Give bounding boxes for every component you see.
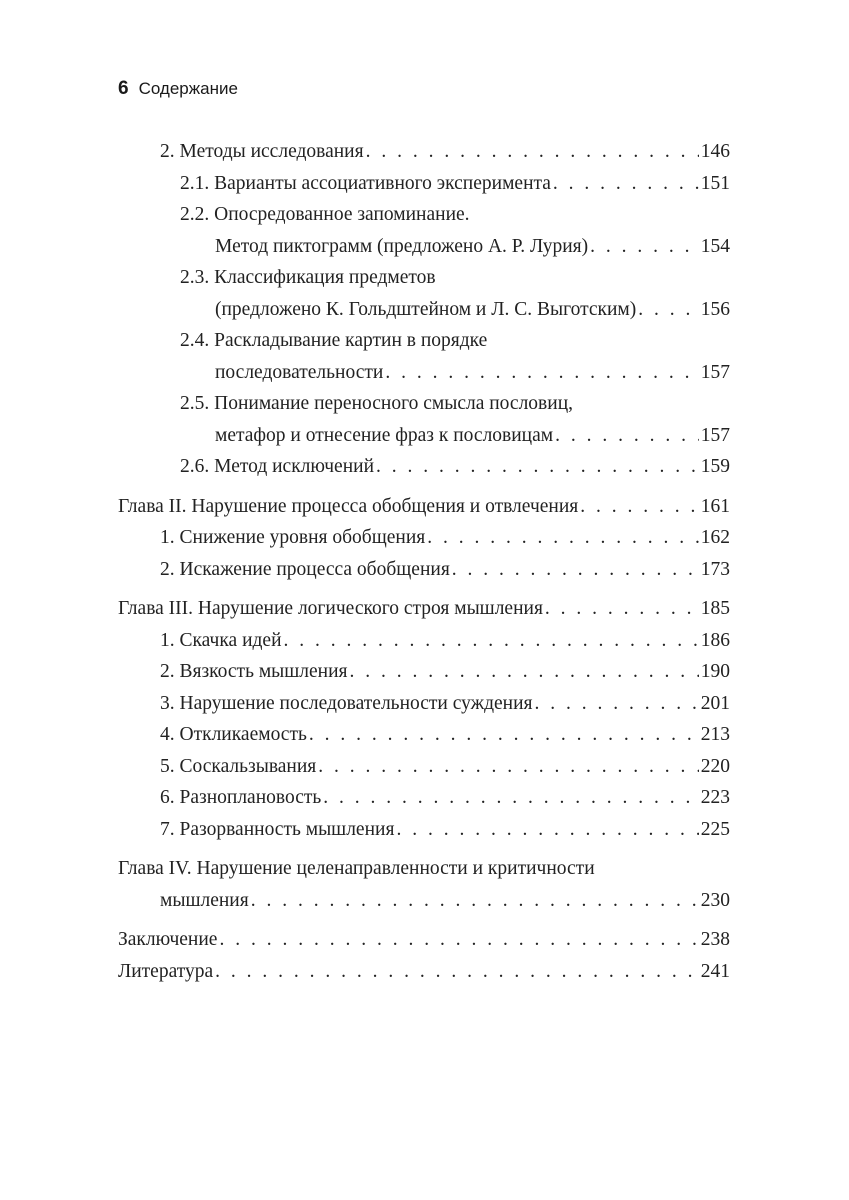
toc-entry-title: Литература <box>118 960 214 982</box>
dot-leader <box>535 688 699 720</box>
section-gap <box>118 585 730 593</box>
toc-entry-line <box>118 451 730 483</box>
toc-entry-line <box>118 719 730 751</box>
toc-entry-continuation <box>118 885 730 917</box>
toc-entry-line <box>118 554 730 586</box>
toc-entry-page: 157 <box>700 424 730 446</box>
toc-entry-line <box>118 593 730 625</box>
toc-entry[interactable] <box>118 593 730 625</box>
toc-entry-title: 2.4. Раскладывание картин в порядке <box>180 330 488 351</box>
toc-entry[interactable] <box>118 262 730 325</box>
toc-entry-title: Метод пиктограмм (предложено А. Р. Лурия) <box>215 235 589 257</box>
toc-entry[interactable] <box>118 814 730 846</box>
toc-entry[interactable] <box>118 522 730 554</box>
toc-entry-line <box>118 199 730 231</box>
dot-leader <box>580 491 698 523</box>
toc-entry[interactable] <box>118 136 730 168</box>
toc-entry-title: Глава III. Нарушение логического строя мышления <box>118 598 543 619</box>
toc-entry-page: 173 <box>700 558 730 580</box>
toc-entry-line <box>118 625 730 657</box>
toc-entry-page: 230 <box>700 889 730 911</box>
toc-entry-page: 151 <box>700 172 730 194</box>
page-number: 6 <box>118 78 129 99</box>
toc-entry-continuation <box>118 420 730 452</box>
toc-entry-page: 154 <box>700 235 730 257</box>
dot-leader <box>284 625 699 657</box>
toc-entry-continuation <box>118 231 730 263</box>
table-of-contents <box>118 136 730 987</box>
toc-entry-line <box>118 325 730 357</box>
toc-entry[interactable] <box>118 719 730 751</box>
toc-entry-title: 1. Скачка идей <box>160 629 282 651</box>
toc-entry-title: 2. Методы исследования <box>160 141 364 162</box>
toc-entry-line <box>118 262 730 294</box>
toc-entry-page: 238 <box>700 929 730 950</box>
toc-entry[interactable] <box>118 688 730 720</box>
toc-entry-continuation <box>118 294 730 326</box>
toc-entry-title: Глава IV. Нарушение целенаправленности и критичности <box>118 858 595 879</box>
toc-entry[interactable] <box>118 751 730 783</box>
toc-entry-title: 3. Нарушение последовательности суждения <box>160 692 533 714</box>
toc-entry-page: 146 <box>700 141 730 162</box>
toc-entry-title: 1. Снижение уровня обобщения <box>160 527 426 548</box>
toc-entry-title: 2. Искажение процесса обобщения <box>160 558 450 580</box>
toc-entry-title: 2.1. Варианты ассоциативного эксперимента <box>180 172 551 194</box>
toc-entry-page: 186 <box>700 629 730 651</box>
dot-leader <box>553 168 699 200</box>
toc-entry-title: 2.3. Классификация предметов <box>180 267 436 288</box>
toc-entry[interactable] <box>118 168 730 200</box>
toc-entry[interactable] <box>118 388 730 451</box>
toc-entry[interactable] <box>118 491 730 523</box>
toc-entry-line <box>118 388 730 420</box>
toc-entry-page: 161 <box>700 495 730 517</box>
toc-entry-title: Глава II. Нарушение процесса обобщения и отвлечения <box>118 495 579 517</box>
toc-entry-title: метафор и отнесение фраз к пословицам <box>215 424 554 446</box>
toc-entry-page: 162 <box>700 527 730 548</box>
toc-entry[interactable] <box>118 924 730 956</box>
toc-entry[interactable] <box>118 451 730 483</box>
toc-entry-title: мышления <box>160 889 249 911</box>
toc-entry-page: 223 <box>700 787 730 808</box>
toc-entry-page: 157 <box>700 361 730 383</box>
section-gap <box>118 483 730 491</box>
dot-leader <box>318 751 698 783</box>
toc-entry[interactable] <box>118 554 730 586</box>
dot-leader <box>219 924 698 956</box>
dot-leader <box>309 719 699 751</box>
dot-leader <box>376 451 699 483</box>
toc-entry-title: 2.5. Понимание переносного смысла пословиц, <box>180 393 574 414</box>
toc-entry-title: 7. Разорванность мышления <box>160 818 395 840</box>
dot-leader <box>545 593 699 625</box>
toc-entry[interactable] <box>118 853 730 916</box>
dot-leader <box>638 294 699 326</box>
toc-entry-line <box>118 814 730 846</box>
toc-entry-line <box>118 853 730 885</box>
toc-entry-page: 190 <box>700 661 730 682</box>
toc-entry[interactable] <box>118 956 730 988</box>
toc-entry-page: 225 <box>700 818 730 840</box>
toc-entry[interactable] <box>118 199 730 262</box>
toc-entry-line <box>118 956 730 988</box>
toc-entry[interactable] <box>118 782 730 814</box>
toc-entry-page: 241 <box>700 960 730 982</box>
toc-entry-line <box>118 924 730 956</box>
dot-leader <box>215 956 699 988</box>
dot-leader <box>427 522 699 554</box>
toc-entry[interactable] <box>118 625 730 657</box>
toc-entry-title: 2.2. Опосредованное запоминание. <box>180 204 470 225</box>
dot-leader <box>396 814 698 846</box>
toc-entry-page: 159 <box>700 456 730 477</box>
toc-entry-title: 2. Вязкость мышления <box>160 661 348 682</box>
running-header <box>118 78 238 100</box>
toc-entry-line <box>118 656 730 688</box>
toc-entry[interactable] <box>118 656 730 688</box>
toc-entry-page: 213 <box>700 724 730 745</box>
toc-entry-line <box>118 491 730 523</box>
toc-entry-line <box>118 136 730 168</box>
toc-entry-title: 5. Соскальзывания <box>160 755 317 777</box>
dot-leader <box>385 357 698 389</box>
dot-leader <box>590 231 699 263</box>
section-gap <box>118 916 730 924</box>
dot-leader <box>366 136 699 168</box>
toc-entry[interactable] <box>118 325 730 388</box>
dot-leader <box>555 420 699 452</box>
toc-entry-title: 6. Разноплановость <box>160 787 322 808</box>
toc-entry-title: 4. Откликаемость <box>160 724 307 745</box>
toc-entry-line <box>118 782 730 814</box>
toc-entry-line <box>118 688 730 720</box>
toc-entry-title: Заключение <box>118 929 218 950</box>
dot-leader <box>452 554 699 586</box>
toc-entry-title: последовательности <box>215 361 384 383</box>
toc-entry-page: 156 <box>700 298 730 320</box>
toc-entry-line <box>118 168 730 200</box>
toc-entry-page: 220 <box>700 755 730 777</box>
toc-entry-line <box>118 751 730 783</box>
toc-entry-line <box>118 522 730 554</box>
toc-entry-title: (предложено К. Гольдштейном и Л. С. Выготским) <box>215 298 637 320</box>
running-title: Содержание <box>138 79 238 98</box>
dot-leader <box>251 885 699 917</box>
dot-leader <box>323 782 698 814</box>
toc-entry-page: 201 <box>700 692 730 714</box>
toc-entry-title: 2.6. Метод исключений <box>180 456 375 477</box>
toc-entry-page: 185 <box>700 598 730 619</box>
section-gap <box>118 845 730 853</box>
dot-leader <box>350 656 699 688</box>
toc-entry-continuation <box>118 357 730 389</box>
